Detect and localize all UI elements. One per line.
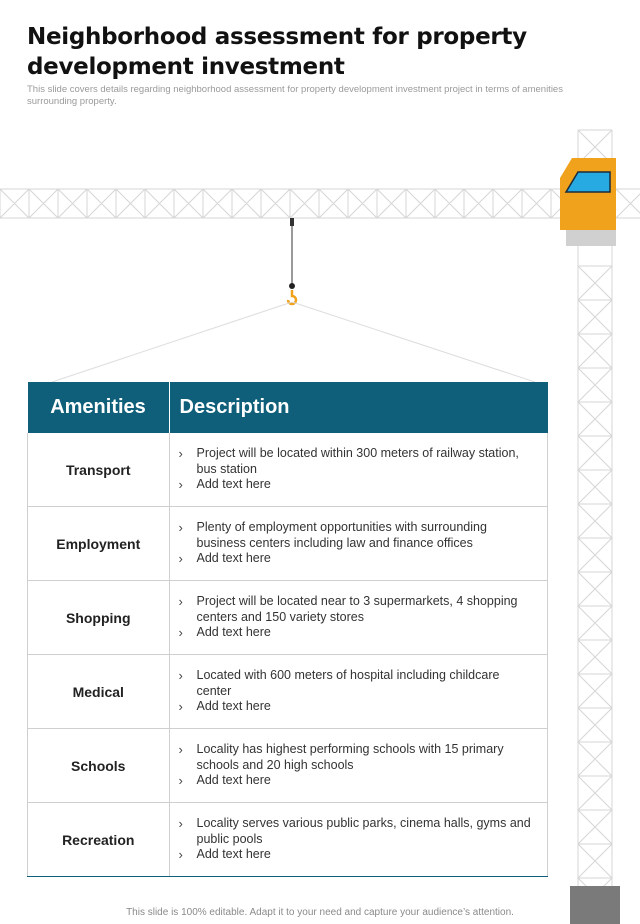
- table-row: [28, 581, 548, 655]
- table-row: [28, 803, 548, 877]
- amenity-cell: Transport: [28, 433, 170, 507]
- amenity-cell: Schools: [28, 729, 170, 803]
- column-header-amenities: Amenities: [28, 382, 170, 433]
- sling-right: [292, 302, 535, 382]
- description-cell: [169, 655, 548, 729]
- description-point: › Add text here: [179, 699, 537, 715]
- amenity-cell: Shopping: [28, 581, 170, 655]
- table-header-row: [28, 382, 548, 433]
- page-title: Neighborhood assessment for property development investment: [27, 24, 527, 80]
- description-point: › Add text here: [179, 625, 537, 641]
- description-point: › Add text here: [179, 551, 537, 567]
- amenity-cell: Recreation: [28, 803, 170, 877]
- hoist-trolley: [290, 218, 294, 226]
- crane-hook-icon: [288, 290, 296, 304]
- column-header-description: Description: [169, 382, 548, 433]
- crane-cab-platform: [566, 230, 616, 246]
- amenity-cell: Medical: [28, 655, 170, 729]
- description-point: › Located with 600 meters of hospital including childcare center: [179, 668, 537, 699]
- description-point: › Add text here: [179, 847, 537, 863]
- crane-base: [570, 886, 620, 924]
- sling-left: [52, 302, 292, 382]
- description-point: › Add text here: [179, 773, 537, 789]
- description-cell: [169, 581, 548, 655]
- description-point: › Project will be located near to 3 supermarkets, 4 shopping centers and 150 variety stores: [179, 594, 537, 625]
- description-cell: [169, 507, 548, 581]
- description-cell: [169, 803, 548, 877]
- amenities-table: [27, 382, 548, 877]
- description-point: › Project will be located within 300 meters of railway station, bus station: [179, 446, 537, 477]
- description-cell: [169, 729, 548, 803]
- description-point: › Locality has highest performing schools with 15 primary schools and 20 high schools: [179, 742, 537, 773]
- table-row: [28, 433, 548, 507]
- description-point: › Plenty of employment opportunities with surrounding business centers including law and finance offices: [179, 520, 537, 551]
- page-subtitle: This slide covers details regarding neighborhood assessment for property development investment project in terms of amenities surrounding property.: [27, 84, 563, 107]
- crane-jib: [0, 189, 640, 218]
- footer-note: This slide is 100% editable. Adapt it to your need and capture your audience’s attention.: [126, 907, 514, 918]
- description-point: › Add text here: [179, 477, 537, 493]
- table-row: [28, 655, 548, 729]
- crane-cab: [560, 158, 616, 230]
- table-row: [28, 729, 548, 803]
- description-point: › Locality serves various public parks, cinema halls, gyms and public pools: [179, 816, 537, 847]
- table-row: [28, 507, 548, 581]
- hoist-block: [289, 283, 295, 289]
- amenity-cell: Employment: [28, 507, 170, 581]
- description-cell: [169, 433, 548, 507]
